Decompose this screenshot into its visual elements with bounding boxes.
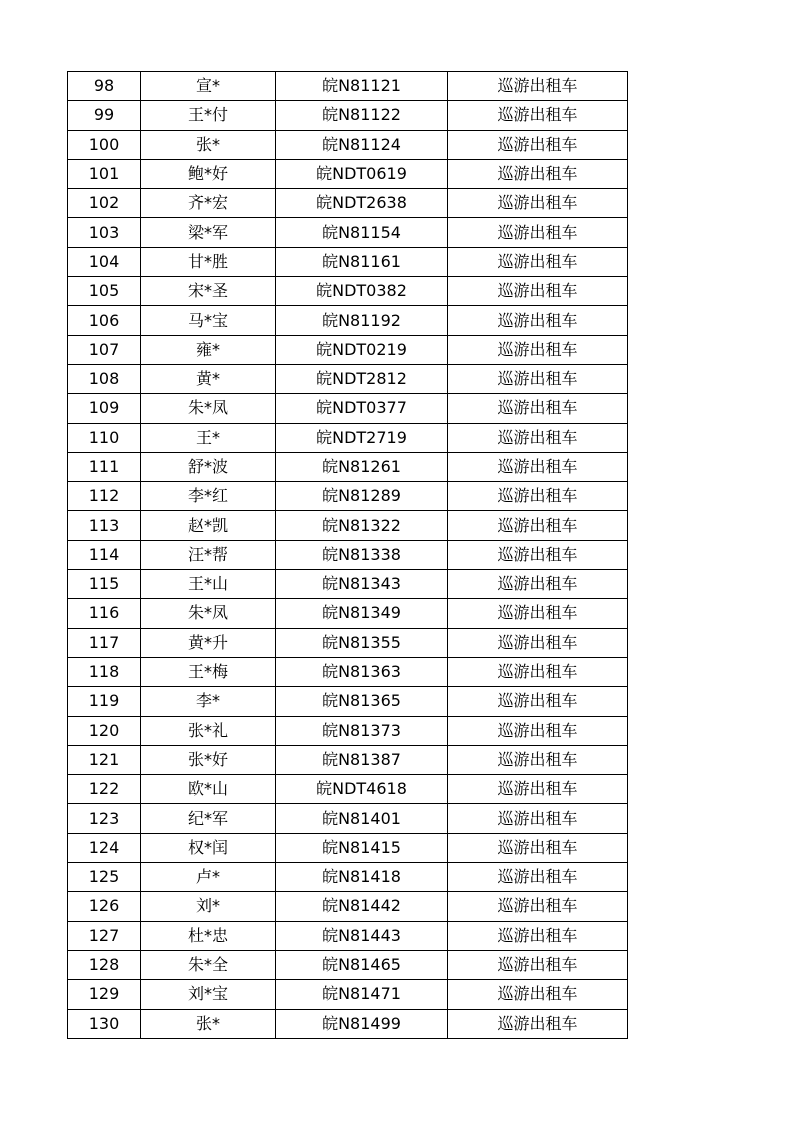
plate-number-cell: 皖N81499 [276,1009,448,1038]
driver-name-cell: 刘*宝 [141,980,276,1009]
plate-number-cell: 皖N81122 [276,101,448,130]
table-row [68,833,628,862]
plate-number-cell: 皖N81373 [276,716,448,745]
table-row [68,482,628,511]
driver-name-cell: 马*宝 [141,306,276,335]
driver-name-cell: 纪*军 [141,804,276,833]
table-row [68,130,628,159]
table-row [68,218,628,247]
vehicle-type-cell: 巡游出租车 [448,833,628,862]
vehicle-type-cell: 巡游出租车 [448,980,628,1009]
row-number-cell: 127 [68,921,141,950]
driver-name-cell: 鲍*好 [141,159,276,188]
taxi-registry-table-container [67,71,628,1039]
row-number-cell: 120 [68,716,141,745]
driver-name-cell: 舒*波 [141,452,276,481]
plate-number-cell: 皖NDT4618 [276,775,448,804]
plate-number-cell: 皖N81322 [276,511,448,540]
table-row [68,570,628,599]
vehicle-type-cell: 巡游出租车 [448,247,628,276]
row-number-cell: 102 [68,189,141,218]
plate-number-cell: 皖NDT0219 [276,335,448,364]
row-number-cell: 107 [68,335,141,364]
plate-number-cell: 皖N81192 [276,306,448,335]
table-row [68,306,628,335]
row-number-cell: 121 [68,745,141,774]
plate-number-cell: 皖N81154 [276,218,448,247]
table-row [68,657,628,686]
row-number-cell: 125 [68,863,141,892]
row-number-cell: 115 [68,570,141,599]
vehicle-type-cell: 巡游出租车 [448,921,628,950]
driver-name-cell: 宋*圣 [141,277,276,306]
row-number-cell: 103 [68,218,141,247]
row-number-cell: 105 [68,277,141,306]
driver-name-cell: 朱*凤 [141,394,276,423]
vehicle-type-cell: 巡游出租车 [448,394,628,423]
row-number-cell: 126 [68,892,141,921]
plate-number-cell: 皖N81465 [276,950,448,979]
driver-name-cell: 赵*凯 [141,511,276,540]
table-row [68,1009,628,1038]
vehicle-type-cell: 巡游出租车 [448,628,628,657]
vehicle-type-cell: 巡游出租车 [448,101,628,130]
row-number-cell: 104 [68,247,141,276]
vehicle-type-cell: 巡游出租车 [448,159,628,188]
vehicle-type-cell: 巡游出租车 [448,687,628,716]
vehicle-type-cell: 巡游出租车 [448,423,628,452]
driver-name-cell: 齐*宏 [141,189,276,218]
table-row [68,980,628,1009]
driver-name-cell: 甘*胜 [141,247,276,276]
plate-number-cell: 皖NDT2638 [276,189,448,218]
plate-number-cell: 皖N81355 [276,628,448,657]
row-number-cell: 129 [68,980,141,1009]
vehicle-type-cell: 巡游出租车 [448,599,628,628]
vehicle-type-cell: 巡游出租车 [448,804,628,833]
row-number-cell: 111 [68,452,141,481]
vehicle-type-cell: 巡游出租车 [448,1009,628,1038]
driver-name-cell: 张* [141,1009,276,1038]
driver-name-cell: 梁*军 [141,218,276,247]
plate-number-cell: 皖N81363 [276,657,448,686]
row-number-cell: 113 [68,511,141,540]
vehicle-type-cell: 巡游出租车 [448,277,628,306]
driver-name-cell: 朱*全 [141,950,276,979]
row-number-cell: 108 [68,364,141,393]
driver-name-cell: 王*梅 [141,657,276,686]
vehicle-type-cell: 巡游出租车 [448,218,628,247]
plate-number-cell: 皖N81338 [276,540,448,569]
vehicle-type-cell: 巡游出租车 [448,306,628,335]
row-number-cell: 98 [68,72,141,101]
vehicle-type-cell: 巡游出租车 [448,482,628,511]
table-row [68,423,628,452]
driver-name-cell: 欧*山 [141,775,276,804]
table-row [68,745,628,774]
table-row [68,628,628,657]
row-number-cell: 123 [68,804,141,833]
vehicle-type-cell: 巡游出租车 [448,335,628,364]
driver-name-cell: 黄*升 [141,628,276,657]
vehicle-type-cell: 巡游出租车 [448,745,628,774]
vehicle-type-cell: 巡游出租车 [448,716,628,745]
vehicle-type-cell: 巡游出租车 [448,72,628,101]
row-number-cell: 117 [68,628,141,657]
plate-number-cell: 皖N81289 [276,482,448,511]
driver-name-cell: 李* [141,687,276,716]
table-row [68,335,628,364]
table-row [68,72,628,101]
table-row [68,921,628,950]
plate-number-cell: 皖N81418 [276,863,448,892]
driver-name-cell: 权*闰 [141,833,276,862]
row-number-cell: 106 [68,306,141,335]
vehicle-type-cell: 巡游出租车 [448,950,628,979]
plate-number-cell: 皖N81471 [276,980,448,1009]
driver-name-cell: 李*红 [141,482,276,511]
row-number-cell: 130 [68,1009,141,1038]
driver-name-cell: 王*付 [141,101,276,130]
vehicle-type-cell: 巡游出租车 [448,657,628,686]
driver-name-cell: 宣* [141,72,276,101]
row-number-cell: 114 [68,540,141,569]
vehicle-type-cell: 巡游出租车 [448,863,628,892]
driver-name-cell: 朱*凤 [141,599,276,628]
table-row [68,101,628,130]
row-number-cell: 128 [68,950,141,979]
driver-name-cell: 雍* [141,335,276,364]
plate-number-cell: 皖NDT2719 [276,423,448,452]
driver-name-cell: 王* [141,423,276,452]
table-body [68,72,628,1039]
taxi-registry-table [67,71,628,1039]
vehicle-type-cell: 巡游出租车 [448,452,628,481]
plate-number-cell: 皖NDT0377 [276,394,448,423]
driver-name-cell: 刘* [141,892,276,921]
plate-number-cell: 皖N81401 [276,804,448,833]
row-number-cell: 118 [68,657,141,686]
table-row [68,189,628,218]
plate-number-cell: 皖N81121 [276,72,448,101]
plate-number-cell: 皖N81442 [276,892,448,921]
table-row [68,775,628,804]
row-number-cell: 101 [68,159,141,188]
table-row [68,452,628,481]
table-row [68,364,628,393]
plate-number-cell: 皖NDT0382 [276,277,448,306]
table-row [68,394,628,423]
driver-name-cell: 张* [141,130,276,159]
table-row [68,540,628,569]
row-number-cell: 119 [68,687,141,716]
row-number-cell: 99 [68,101,141,130]
plate-number-cell: 皖N81415 [276,833,448,862]
driver-name-cell: 张*礼 [141,716,276,745]
table-row [68,599,628,628]
vehicle-type-cell: 巡游出租车 [448,775,628,804]
vehicle-type-cell: 巡游出租车 [448,364,628,393]
table-row [68,511,628,540]
table-row [68,159,628,188]
plate-number-cell: 皖N81261 [276,452,448,481]
plate-number-cell: 皖N81349 [276,599,448,628]
row-number-cell: 122 [68,775,141,804]
plate-number-cell: 皖N81365 [276,687,448,716]
driver-name-cell: 汪*帮 [141,540,276,569]
vehicle-type-cell: 巡游出租车 [448,189,628,218]
row-number-cell: 124 [68,833,141,862]
table-row [68,863,628,892]
vehicle-type-cell: 巡游出租车 [448,130,628,159]
plate-number-cell: 皖NDT2812 [276,364,448,393]
vehicle-type-cell: 巡游出租车 [448,511,628,540]
driver-name-cell: 王*山 [141,570,276,599]
plate-number-cell: 皖N81387 [276,745,448,774]
vehicle-type-cell: 巡游出租车 [448,570,628,599]
table-row [68,687,628,716]
plate-number-cell: 皖N81161 [276,247,448,276]
driver-name-cell: 卢* [141,863,276,892]
table-row [68,247,628,276]
row-number-cell: 116 [68,599,141,628]
plate-number-cell: 皖NDT0619 [276,159,448,188]
table-row [68,277,628,306]
row-number-cell: 112 [68,482,141,511]
row-number-cell: 109 [68,394,141,423]
vehicle-type-cell: 巡游出租车 [448,892,628,921]
table-row [68,950,628,979]
row-number-cell: 100 [68,130,141,159]
table-row [68,804,628,833]
row-number-cell: 110 [68,423,141,452]
vehicle-type-cell: 巡游出租车 [448,540,628,569]
driver-name-cell: 黄* [141,364,276,393]
table-row [68,892,628,921]
plate-number-cell: 皖N81343 [276,570,448,599]
table-row [68,716,628,745]
driver-name-cell: 张*好 [141,745,276,774]
plate-number-cell: 皖N81443 [276,921,448,950]
plate-number-cell: 皖N81124 [276,130,448,159]
driver-name-cell: 杜*忠 [141,921,276,950]
